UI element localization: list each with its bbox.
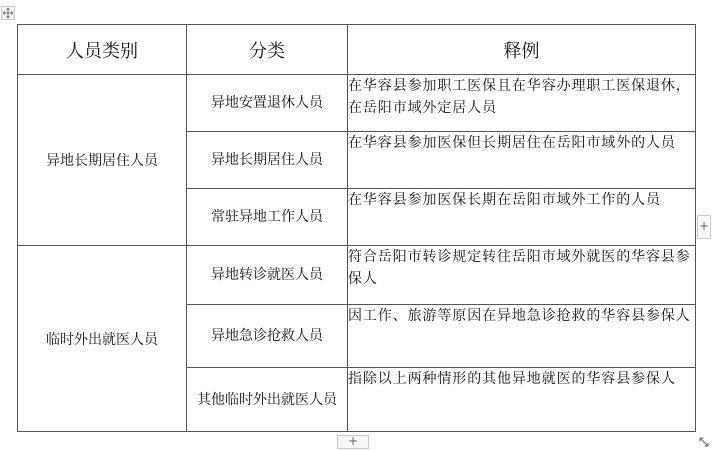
header-type[interactable]: 分类: [187, 25, 348, 75]
type-cell[interactable]: 常驻异地工作人员: [187, 189, 348, 246]
personnel-category-table: [17, 24, 696, 432]
move-icon: [2, 7, 14, 19]
type-cell[interactable]: 异地安置退休人员: [187, 75, 348, 132]
example-cell[interactable]: 在华容县参加职工医保且在华容办理职工医保退休，在岳阳市域外定居人员: [348, 75, 696, 132]
resize-icon: [697, 435, 711, 449]
header-category[interactable]: 人员类别: [18, 25, 187, 75]
category-cell[interactable]: 异地长期居住人员: [18, 75, 187, 246]
example-cell[interactable]: 在华容县参加医保长期在岳阳市域外工作的人员: [348, 189, 696, 246]
table-resize-handle[interactable]: [697, 435, 711, 449]
type-cell[interactable]: 异地长期居住人员: [187, 132, 348, 189]
type-cell[interactable]: 其他临时外出就医人员: [187, 368, 348, 432]
type-cell[interactable]: 异地急诊抢救人员: [187, 305, 348, 368]
example-cell[interactable]: 在华容县参加医保但长期居住在岳阳市域外的人员: [348, 132, 696, 189]
category-cell[interactable]: 临时外出就医人员: [18, 246, 187, 432]
table-row: [18, 246, 696, 305]
add-row-button[interactable]: +: [337, 435, 369, 449]
example-cell[interactable]: 指除以上两种情形的其他异地就医的华容县参保人: [348, 368, 696, 432]
header-row: [18, 25, 696, 75]
header-example[interactable]: 释例: [348, 25, 696, 75]
example-cell[interactable]: 因工作、旅游等原因在异地急诊抢救的华容县参保人: [348, 305, 696, 368]
type-cell[interactable]: 异地转诊就医人员: [187, 246, 348, 305]
table-row: [18, 75, 696, 132]
example-cell[interactable]: 符合岳阳市转诊规定转往岳阳市域外就医的华容县参保人: [348, 246, 696, 305]
add-column-button[interactable]: +: [697, 215, 711, 239]
table-move-handle[interactable]: [1, 6, 15, 20]
